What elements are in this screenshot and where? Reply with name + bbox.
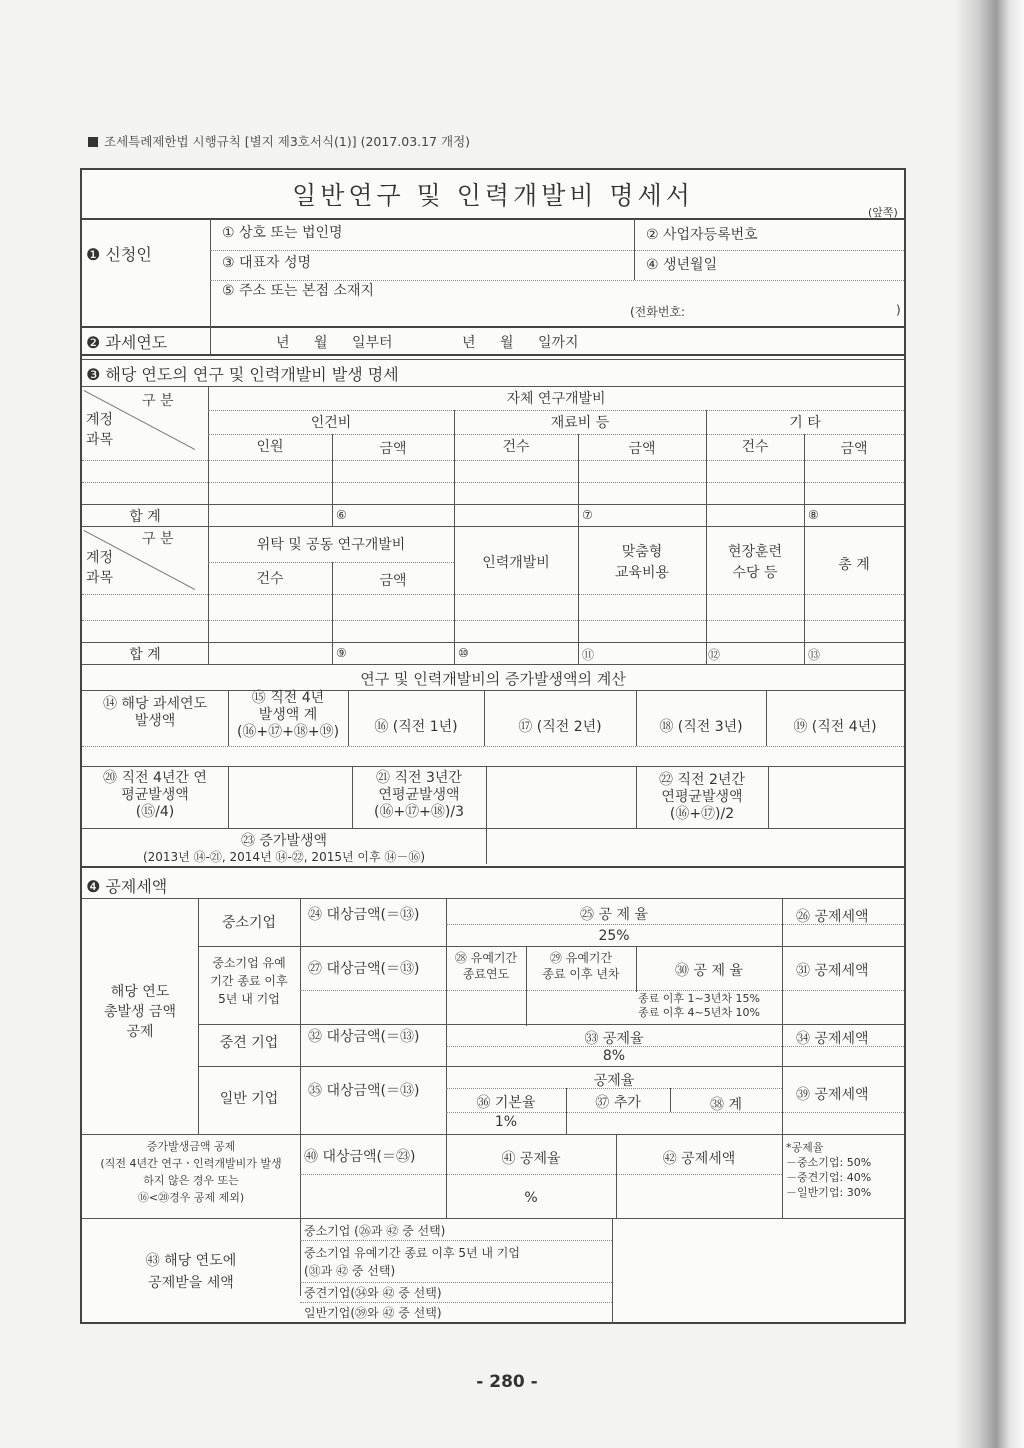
c33-label: ㉝ 공제율 (584, 1031, 644, 1047)
sme-label: 중소기업 (221, 915, 277, 931)
c30-label: ㉚ 공 제 율 (675, 963, 743, 979)
phone-close: ) (896, 303, 901, 317)
total-row-1-label: 합 계 (129, 509, 161, 525)
c19-prior-4yr: ⑲ (직전 4년) (793, 719, 877, 735)
sme-grace-label: 중소기업 유예 기간 종료 이후 5년 내 기업 (210, 956, 288, 1006)
midsize-label: 중견 기업 (219, 1035, 279, 1051)
c32-label: ㉜ 대상금액(＝⑬) (308, 1029, 420, 1045)
opt2-sme-grace: 중소기업 유예기간 종료 이후 5년 내 기업 (304, 1246, 520, 1260)
materials-count-label: 건수 (502, 439, 530, 455)
cell-9: ⑨ (336, 646, 347, 660)
form-header (88, 132, 470, 150)
c28-label: ㉘ 유예기간 종료연도 (454, 951, 518, 981)
rate-30: 종료 이후 1~3년차 15% 종료 이후 4~5년차 10% (638, 992, 760, 1019)
representative-label: ③ 대표자 성명 (222, 255, 312, 271)
tax-year-month2: 월 (500, 335, 514, 351)
rate-25: 25% (598, 928, 630, 944)
headcount-label: 인원 (256, 439, 284, 455)
form-header-text: 조세특례제한법 시행규칙 [별지 제3호서식(1)] (2017.03.17 개정) (104, 134, 471, 149)
personnel-label: 인건비 (310, 415, 352, 431)
hr-dev-label: 인력개발비 (482, 555, 550, 571)
applicant-section: ❶ 신청인 (86, 245, 152, 264)
cell-8: ⑧ (808, 508, 819, 522)
opt1-sme: 중소기업 (㉖과 ㊷ 중 선택) (304, 1224, 446, 1238)
gubun-label-2: 구 분 (142, 531, 174, 547)
c31-label: ㉛ 공제세액 (796, 963, 869, 979)
consigned-amount-label: 금액 (379, 573, 407, 589)
c26-label: ㉖ 공제세액 (796, 909, 869, 925)
phone-label: (전화번호: (630, 305, 686, 319)
opt4-general: 일반기업(㊴와 ㊷ 중 선택) (304, 1306, 442, 1320)
rate-33: 8% (602, 1048, 626, 1064)
front-side-note: (앞쪽) (868, 206, 898, 219)
c21-3yr-avg: ㉑ 직전 3년간 연평균발생액 (⑯+⑰+⑱)/3 (373, 770, 464, 820)
cell-10: ⑩ (458, 646, 469, 660)
tax-year-month1: 월 (314, 335, 328, 351)
account-label: 계정 과목 (86, 412, 114, 448)
c36-label: ㊱ 기본율 (476, 1095, 536, 1111)
grand-total-label: 총 계 (838, 557, 870, 573)
c39-label: ㊴ 공제세액 (796, 1087, 869, 1103)
c20-4yr-avg: ⑳ 직전 4년간 연 평균발생액 (⑮/4) (103, 770, 207, 820)
opt3-midsize: 중견기업(㉞와 ㊷ 중 선택) (304, 1286, 442, 1300)
c17-prior-2yr: ⑰ (직전 2년) (518, 719, 602, 735)
materials-label: 재료비 등 (550, 415, 610, 431)
increase-title: 연구 및 인력개발비의 증가발생액의 계산 (360, 670, 626, 688)
percent-label: % (524, 1190, 538, 1206)
rate-note: *공제율 －중소기업: 50% －중견기업: 40% －일반기업: 30% (786, 1141, 872, 1199)
account-label-2: 계정 과목 (86, 550, 114, 586)
personnel-amount-label: 금액 (379, 441, 407, 457)
c23-formula: (2013년 ⑭-㉑, 2014년 ⑭-㉒, 2015년 이후 ⑭－⑯) (142, 850, 426, 864)
c38-label: ㊳ 계 (710, 1097, 742, 1113)
rnd-expense-form (80, 168, 906, 1324)
c43-label: ㊸ 해당 연도에 공제받을 세액 (145, 1253, 237, 1291)
rate-36: 1% (494, 1114, 518, 1130)
general-label: 일반 기업 (219, 1091, 279, 1107)
tax-year-year2: 년 (462, 335, 476, 351)
total-row-2-label: 합 계 (129, 647, 161, 663)
square-bullet-icon (88, 137, 98, 147)
other-label: 기 타 (789, 415, 821, 431)
c29-label: ㉙ 유예기간 종료 이후 년차 (542, 951, 620, 981)
tax-year-year1: 년 (276, 335, 290, 351)
address-label: ⑤ 주소 또는 본점 소재지 (222, 283, 375, 299)
expenses-section: ❸ 해당 연도의 연구 및 인력개발비 발생 명세 (86, 365, 399, 384)
own-rnd-label: 자체 연구개발비 (506, 391, 606, 407)
c41-label: ㊶ 공제율 (501, 1151, 561, 1167)
birth-date-label: ④ 생년월일 (646, 257, 718, 273)
cell-7: ⑦ (582, 508, 593, 522)
biz-reg-no-label: ② 사업자등록번호 (646, 227, 758, 243)
other-amount-label: 금액 (840, 441, 868, 457)
consigned-label: 위탁 및 공동 연구개발비 (256, 537, 406, 553)
inc-credit-label: 증가발생금액 공제 (직전 4년간 연구ㆍ인력개발비가 발생 하지 않은 경우 또는 ⑯<⑳경우 공제 제외) (100, 1140, 282, 1204)
c16-prior-1yr: ⑯ (직전 1년) (374, 719, 458, 735)
c40-label: ㊵ 대상금액(＝㉓) (304, 1149, 416, 1165)
c27-label: ㉗ 대상금액(＝⑬) (308, 961, 420, 977)
cell-11: ⑪ (582, 648, 595, 662)
c22-2yr-avg: ㉒ 직전 2년간 연평균발생액 (⑯+⑰)/2 (659, 772, 745, 822)
c15-prior-4yr-sum: ⑮ 직전 4년 발생액 계 (⑯+⑰+⑱+⑲) (236, 690, 340, 740)
c18-prior-3yr: ⑱ (직전 3년) (659, 719, 743, 735)
other-count-label: 건수 (741, 439, 769, 455)
c24-label: ㉔ 대상금액(＝⑬) (308, 907, 420, 923)
scan-page-edge (954, 0, 1024, 1448)
gubun-label: 구 분 (142, 393, 174, 409)
tax-year-to: 일까지 (538, 335, 579, 351)
c42-label: ㊷ 공제세액 (662, 1151, 736, 1167)
cell-12: ⑫ (708, 648, 721, 662)
total-credit-label: 해당 연도 총발생 금액 공제 (103, 984, 177, 1040)
form-title: 일반연구 및 인력개발비 명세서 (292, 181, 694, 210)
tax-year-section: ❷ 과세연도 (86, 333, 168, 352)
c35-label: ㉟ 대상금액(＝⑬) (308, 1083, 420, 1099)
materials-amount-label: 금액 (628, 441, 656, 457)
c34-label: ㉞ 공제세액 (796, 1031, 869, 1047)
opt2-sme-grace-choice: (㉛과 ㊷ 중 선택) (304, 1264, 396, 1278)
cell-6: ⑥ (336, 508, 347, 522)
rate-label: 공제율 (593, 1073, 635, 1089)
c25-label: ㉕ 공 제 율 (580, 907, 648, 923)
c23-increase: ㉓ 증가발생액 (240, 833, 328, 849)
company-name-label: ① 상호 또는 법인명 (222, 225, 343, 241)
c37-label: ㊲ 추가 (595, 1095, 641, 1111)
credit-section: ❹ 공제세액 (86, 877, 168, 896)
field-training-label: 현장훈련 수당 등 (727, 544, 783, 581)
page-number: - 280 - (476, 1372, 538, 1392)
consigned-count-label: 건수 (256, 571, 284, 587)
tax-year-from: 일부터 (352, 335, 393, 351)
custom-edu-label: 맞춤형 교육비용 (614, 544, 670, 581)
cell-13: ⑬ (808, 648, 821, 662)
c14-current-year: ⑭ 해당 과세연도 발생액 (102, 696, 208, 729)
